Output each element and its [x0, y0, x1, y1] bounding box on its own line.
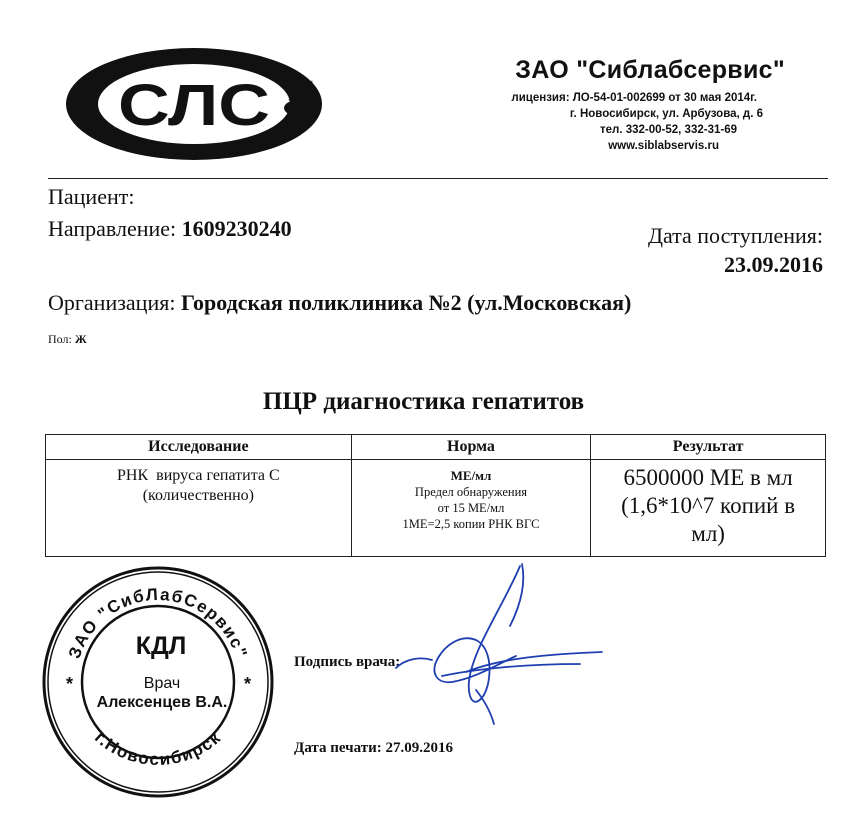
organization-value: Городская поликлиника №2 (ул.Московская) [180, 290, 632, 315]
stamp-role: Врач [143, 675, 181, 692]
result-value: 6500000 МЕ в мл [623, 465, 793, 490]
company-license: лицензия: ЛО-54-01-002699 от 30 мая 2014г. [511, 92, 757, 104]
print-date-field [294, 740, 453, 757]
company-address: г. Новосибирск, ул. Арбузова, д. 6 [569, 108, 763, 120]
print-date-value: 27.09.2016 [385, 740, 453, 756]
header-result: Результат [591, 435, 826, 460]
test-method: (количественно) [142, 487, 254, 504]
stamp-star-left: * [66, 674, 74, 694]
header-divider [48, 178, 828, 179]
norm-detection-value: от 15 МЕ/мл [437, 501, 505, 515]
stamp-center-text: КДЛ [135, 632, 187, 660]
result-copies: (1,6*10^7 копий в [621, 493, 796, 518]
direction-label: Направление: [48, 216, 177, 241]
direction-field [48, 216, 292, 242]
sex-field [48, 332, 87, 347]
company-phone: тел. 332-00-52, 332-31-69 [600, 124, 737, 136]
stamp-star-right: * [244, 674, 252, 694]
norm-conversion: 1МЕ=2,5 копии РНК ВГС [402, 517, 540, 531]
company-website: www.siblabservis.ru [608, 140, 719, 152]
signature-label: Подпись врача: [294, 654, 401, 670]
test-name: РНК вируса гепатита С [117, 467, 280, 484]
table-row [46, 460, 826, 557]
date-received-value: 23.09.2016 [724, 252, 823, 277]
date-received-label: Дата поступления: [647, 223, 823, 248]
result-cell [591, 460, 826, 557]
patient-label: Пациент: [48, 184, 135, 209]
report-title: ПЦР диагностика гепатитов [262, 388, 585, 415]
stamp-ring-top: ЗАО "СибЛабСервис" [64, 584, 252, 661]
header-test: Исследование [46, 435, 352, 460]
norm-detection-label: Предел обнаружения [414, 485, 528, 499]
test-cell [46, 460, 352, 557]
organization-field [48, 290, 631, 316]
company-name: ЗАО "Сиблабсервис" [515, 56, 785, 84]
results-table [45, 434, 826, 557]
logo-text: СЛС [118, 73, 270, 138]
table-header-row [46, 435, 826, 460]
sex-value: Ж [74, 332, 87, 346]
result-copies-unit: мл) [691, 521, 725, 546]
stamp-doctor-name: Алексенцев В.А. [96, 694, 228, 711]
organization-label: Организация: [48, 290, 176, 315]
company-logo [62, 44, 332, 164]
svg-text:г.Новосибирск [91, 728, 225, 769]
norm-cell [351, 460, 591, 557]
stamp-ring-bottom: г.Новосибирск [91, 727, 225, 770]
header-norm: Норма [351, 435, 591, 460]
norm-unit: МЕ/мл [450, 468, 492, 483]
doctor-signature [380, 560, 610, 730]
print-date-label: Дата печати: [294, 740, 382, 756]
direction-value: 1609230240 [181, 216, 292, 241]
sex-label: Пол: [48, 332, 72, 346]
